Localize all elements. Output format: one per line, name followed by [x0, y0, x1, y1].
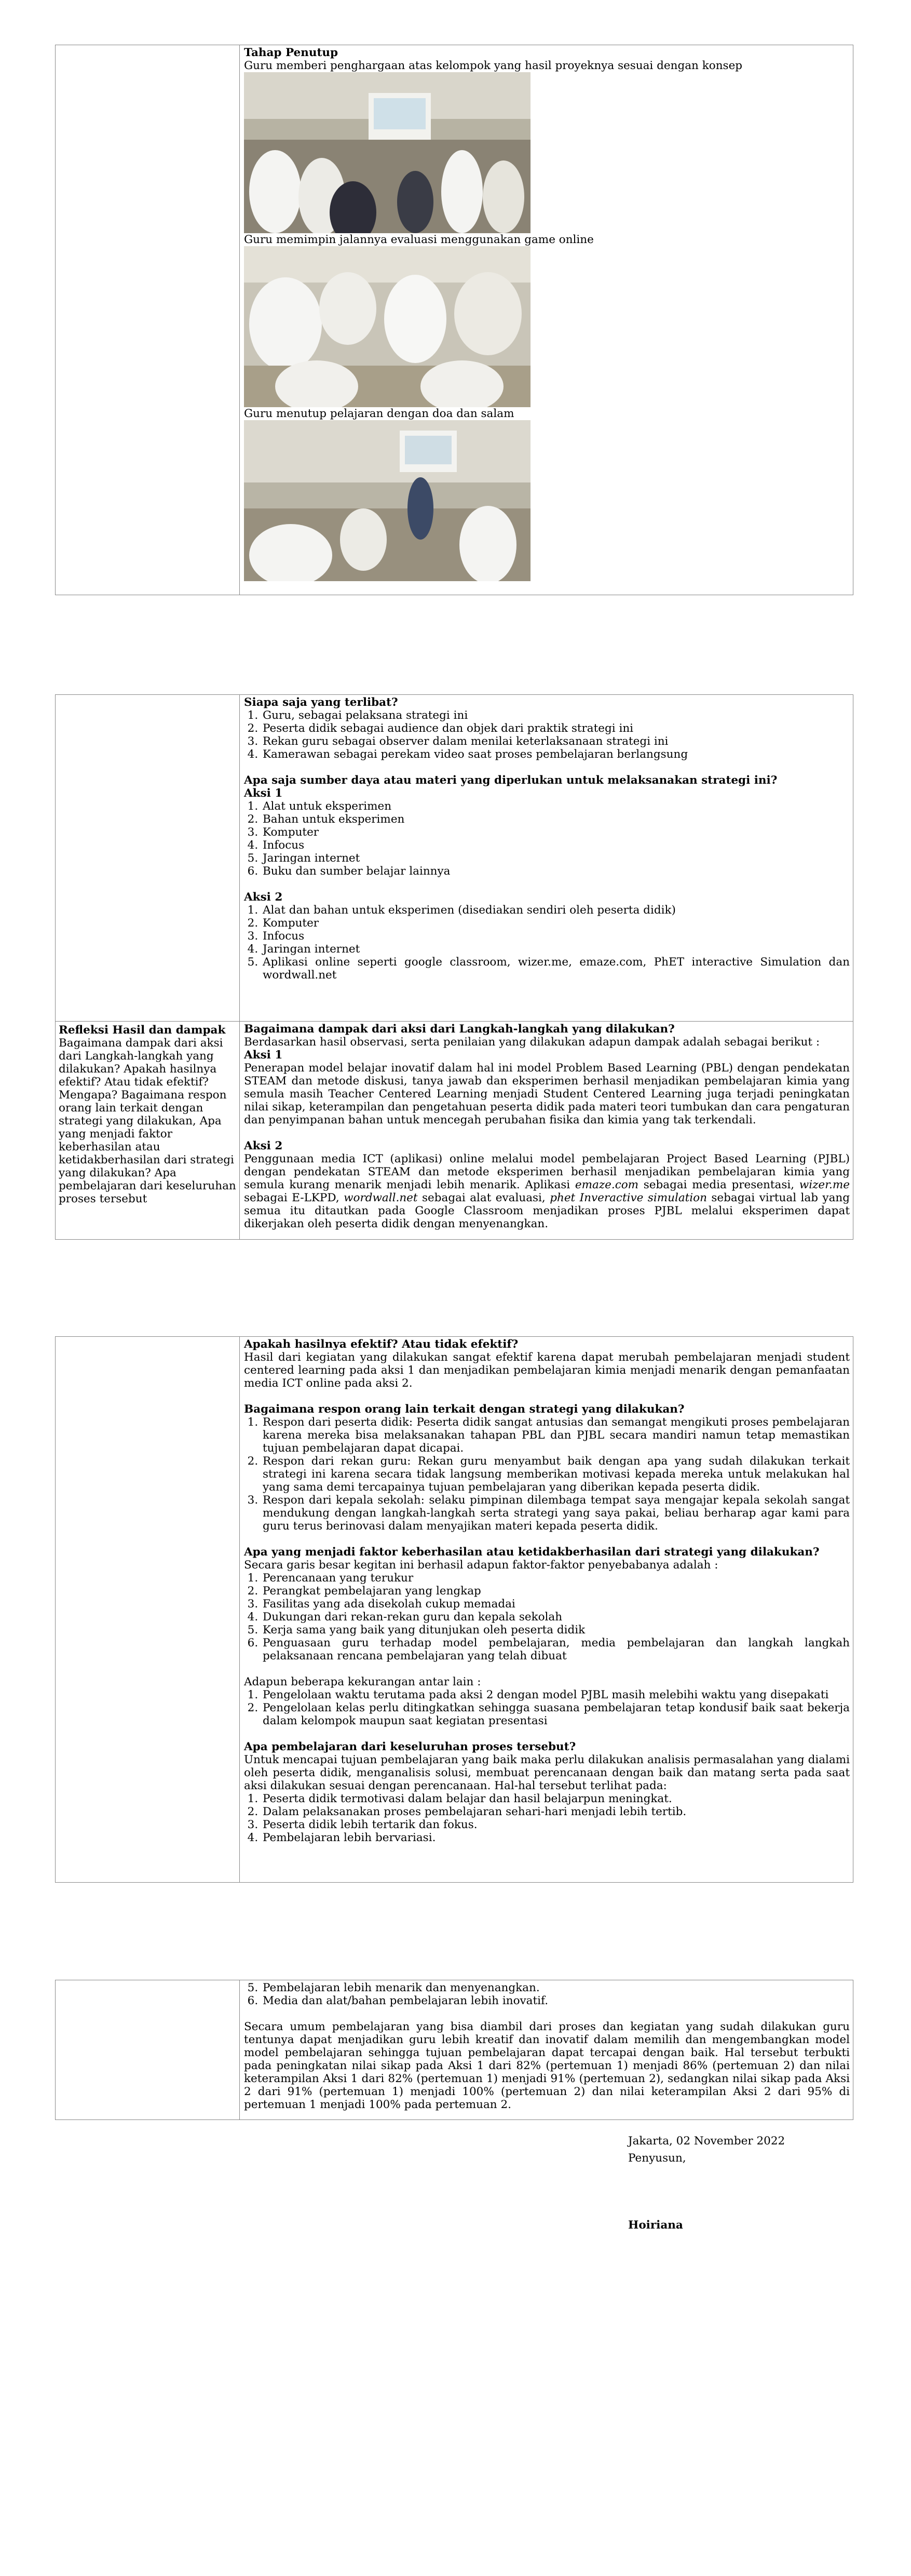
lessons-question: Apa pembelajaran dari keseluruhan proses tersebut? — [244, 1740, 576, 1753]
list-item: 1. Alat untuk eksperimen — [262, 800, 850, 813]
effectiveness-table — [55, 1336, 853, 1883]
impact-aksi2-label: Aksi 2 — [244, 1139, 283, 1152]
photo1-caption: Guru memberi penghargaan atas kelompok yang hasil proyeknya sesuai dengan konsep — [244, 59, 743, 72]
list-item: 2. Bahan untuk eksperimen — [262, 813, 850, 826]
closing-stage-cell — [240, 45, 853, 595]
list-item: 3. Respon dari kepala sekolah: selaku pimpinan dilembaga tempat saya mengajar kepala sekolah sangat mendukung dengan langkah-langkah serta strategi yang saya pakai, beliau berharap agar kami para guru terus berinovasi dalam menyajikan materi kepada peserta didik. — [262, 1494, 850, 1533]
impact-aksi2-text: Penggunaan media ICT (aplikasi) online melalui model pembelajaran Project Based Learning (PJBL) dengan pendekatan STEAM dan metode eksperimen berhasil menjadikan pembelajaran kimia yang semula kurang menarik menjadi lebih menarik. Aplikasi emaze.com sebagai media presentasi, wizer.me sebagai E-LKPD, wordwall.net sebagai alat evaluasi, phet Inveractive simulation sebagai virtual lab yang semua itu ditautkan pada Google Classroom menjadikan proses PJBL melalui eksperimen dapat dikerjakan oleh peserta didik dengan menyenangkan. — [244, 1152, 850, 1230]
impact-cell — [240, 1022, 853, 1239]
list-item: 6. Buku dan sumber belajar lainnya — [262, 865, 850, 878]
list-item: 5. Kerja sama yang baik yang ditunjukan oleh peserta didik — [262, 1624, 850, 1636]
list-item: 1. Alat dan bahan untuk eksperimen (disediakan sendiri oleh peserta didik) — [262, 904, 850, 917]
factors-list — [244, 1572, 850, 1662]
impact-question: Bagaimana dampak dari aksi dari Langkah-langkah yang dilakukan? — [244, 1023, 675, 1036]
lessons-continued-table — [55, 1980, 853, 2120]
list-item: 2. Peserta didik sebagai audience dan objek dari praktik strategi ini — [262, 722, 850, 735]
list-item: 5. Jaringan internet — [262, 852, 850, 865]
list-item: 2. Perangkat pembelajaran yang lengkap — [262, 1585, 850, 1598]
list-item: 2. Pengelolaan kelas perlu ditingkatkan sehingga suasana pembelajaran tetap kondusif baik saat bekerja dalam kelompok maupun saat kegiatan presentasi — [262, 1701, 850, 1727]
photo3-caption: Guru menutup pelajaran dengan doa dan salam — [244, 407, 514, 420]
photo-closing-prayer — [244, 420, 531, 581]
impact-intro: Berdasarkan hasil observasi, serta penilaian yang dilakukan adapun dampak adalah sebagai berikut : — [244, 1036, 820, 1049]
signature-name: Hoiriana — [628, 2219, 683, 2232]
aksi2-resources-list — [244, 904, 850, 982]
list-item: 2. Dalam pelaksanakan proses pembelajaran sehari-hari menjadi lebih tertib. — [262, 1805, 850, 1818]
list-item: 5. Aplikasi online seperti google classroom, wizer.me, emaze.com, PhET interactive Simulation dan wordwall.net — [262, 956, 850, 982]
list-item: 5. Pembelajaran lebih menarik dan menyenangkan. — [262, 1981, 850, 1994]
resources-question: Apa saja sumber daya atau materi yang diperlukan untuk melaksanakan strategi ini? — [244, 774, 778, 787]
list-item: 2. Komputer — [262, 917, 850, 930]
left-cell-empty-4 — [56, 1980, 240, 2119]
closing-stage-heading: Tahap Penutup — [244, 46, 338, 59]
left-cell-empty-2 — [56, 695, 240, 1021]
list-item: 4. Dukungan dari rekan-rekan guru dan kepala sekolah — [262, 1611, 850, 1624]
who-involved-question: Siapa saja yang terlibat? — [244, 696, 398, 709]
factors-intro: Secara garis besar kegitan ini berhasil adapun faktor-faktor penyebabanya adalah : — [244, 1559, 718, 1572]
photo-award-group — [244, 72, 531, 233]
list-item: 4. Kamerawan sebagai perekam video saat proses pembelajaran berlangsung — [262, 748, 850, 761]
photo2-caption: Guru memimpin jalannya evaluasi menggunakan game online — [244, 233, 594, 246]
resources-cell — [240, 695, 853, 1021]
lessons-continued-cell — [240, 1980, 853, 2119]
list-item: 3. Peserta didik lebih tertarik dan fokus. — [262, 1818, 850, 1831]
lessons-list-continued — [244, 1981, 850, 2007]
factors-question: Apa yang menjadi faktor keberhasilan atau ketidakberhasilan dari strategi yang dilakukan? — [244, 1546, 820, 1559]
list-item: 1. Respon dari peserta didik: Peserta didik sangat antusias dan semangat mengikuti proses pembelajaran karena mereka bisa melaksanakan tahapan PBL dan PJBL secara mandiri namun tetap memastikan tujuan pembelajaran dapat dicapai. — [262, 1416, 850, 1455]
list-item: 4. Infocus — [262, 839, 850, 852]
list-item: 3. Komputer — [262, 826, 850, 839]
list-item: 6. Penguasaan guru terhadap model pembelajaran, media pembelajaran dan langkah langkah pelaksanaan rencana pembelajaran yang telah dibuat — [262, 1636, 850, 1662]
aksi1-resources-list — [244, 800, 850, 878]
effective-answer: Hasil dari kegiatan yang dilakukan sangat efektif karena dapat merubah pembelajaran menjadi student centered learning pada aksi 1 dan menjadikan pembelajaran kimia menjadi menarik dengan pemanfaatan media ICT online pada aksi 2. — [244, 1351, 850, 1390]
weakness-intro: Adapun beberapa kekurangan antar lain : — [244, 1675, 481, 1688]
signature-date: Jakarta, 02 November 2022 — [628, 2135, 785, 2148]
list-item: 1. Perencanaan yang terukur — [262, 1572, 850, 1585]
weakness-list — [244, 1688, 850, 1727]
effective-question: Apakah hasilnya efektif? Atau tidak efektif? — [244, 1338, 519, 1351]
reflection-prompt: Bagaimana dampak dari aksi dari Langkah-langkah yang dilakukan? Apakah hasilnya efektif? Atau tidak efektif? Mengapa? Bagaimana respon orang lain terkait dengan strategi yang dilakukan, Apa yang menjadi faktor keberhasilan atau ketidakberhasilan dari strategi yang dilakukan? Apa pembelajaran dari keseluruhan proses tersebut — [59, 1037, 236, 1205]
aksi2-label: Aksi 2 — [244, 891, 283, 904]
response-question: Bagaimana respon orang lain terkait dengan strategi yang dilakukan? — [244, 1403, 685, 1416]
lessons-intro: Untuk mencapai tujuan pembelajaran yang baik maka perlu dilakukan analisis permasalahan yang dialami oleh peserta didik, menganalisis solusi, membuat perencanaan dengan baik dan matang serta pada saat aksi dilakukan sesuai dengan perencanaan. Hal-hal tersebut terlihat pada: — [244, 1753, 850, 1792]
impact-aksi1-label: Aksi 1 — [244, 1049, 283, 1062]
left-cell-empty — [56, 45, 240, 595]
effectiveness-cell — [240, 1337, 853, 1882]
impact-aksi1-text: Penerapan model belajar inovatif dalam hal ini model Problem Based Learning (PBL) dengan pendekatan STEAM dan metode diskusi, tanya jawab dan eksperimen berhasil menjadikan pembelajaran kimia yang semula masih Teacher Centered Learning menjadi Student Centered Learning juga terjadi peningkatan nilai sikap, keterampilan dan pengetahuan peserta didik pada materi teori tumbukan dan cara pengaturan dan penyimpanan bahan untuk mencegah perubahan fisika dan kimia yang tak terkendali. — [244, 1062, 850, 1126]
list-item: 3. Infocus — [262, 930, 850, 943]
list-item: 4. Jaringan internet — [262, 943, 850, 956]
reflection-title: Refleksi Hasil dan dampak — [59, 1024, 226, 1037]
conclusion-paragraph: Secara umum pembelajaran yang bisa diambil dari proses dan kegiatan yang sudah dilakukan guru tentunya dapat menjadikan guru lebih kreatif dan inovatif dalam memilih dan mengembangkan model model pembelajaran sehingga tujuan pembelajaran dapat tercapai dengan baik. Hal tersebut terbukti pada peningkatan nilai sikap pada Aksi 1 dari 82% (pertemuan 1) menjadi 86% (pertemuan 2) dan nilai keterampilan Aksi 1 dari 82% (pertemuan 1) menjadi 91% (pertemuan 2), sedangkan nilai sikap pada Aksi 2 dari 91% (pertemuan 1) menjadi 100% (pertemuan 2) dan nilai keterampilan Aksi 2 dari 95% di pertemuan 1 menjadi 100% pada pertemuan 2. — [244, 2020, 850, 2111]
response-list — [244, 1416, 850, 1533]
list-item: 1. Peserta didik termotivasi dalam belajar dan hasil belajarpun meningkat. — [262, 1792, 850, 1805]
reflection-label-cell — [56, 1022, 240, 1239]
who-involved-list — [244, 709, 850, 761]
list-item: 3. Fasilitas yang ada disekolah cukup memadai — [262, 1598, 850, 1611]
list-item: 1. Guru, sebagai pelaksana strategi ini — [262, 709, 850, 722]
signature-role: Penyusun, — [628, 2152, 686, 2165]
photo-evaluation-game — [244, 246, 531, 407]
list-item: 6. Media dan alat/bahan pembelajaran lebih inovatif. — [262, 1994, 850, 2007]
list-item: 3. Rekan guru sebagai observer dalam menilai keterlaksanaan strategi ini — [262, 735, 850, 748]
resources-reflection-table — [55, 694, 853, 1240]
aksi1-label: Aksi 1 — [244, 787, 283, 800]
lessons-list — [244, 1792, 850, 1844]
list-item: 2. Respon dari rekan guru: Rekan guru menyambut baik dengan apa yang sudah dilakukan terkait strategi ini karena secara tidak langsung memberikan motivasi kepada mereka untuk melakukan hal yang sama demi tercapainya tujuan pembelajaran yang diberikan kepada peserta didik. — [262, 1455, 850, 1494]
left-cell-empty-3 — [56, 1337, 240, 1882]
list-item: 4. Pembelajaran lebih bervariasi. — [262, 1831, 850, 1844]
list-item: 1. Pengelolaan waktu terutama pada aksi 2 dengan model PJBL masih melebihi waktu yang disepakati — [262, 1688, 850, 1701]
closing-stage-table — [55, 45, 853, 595]
